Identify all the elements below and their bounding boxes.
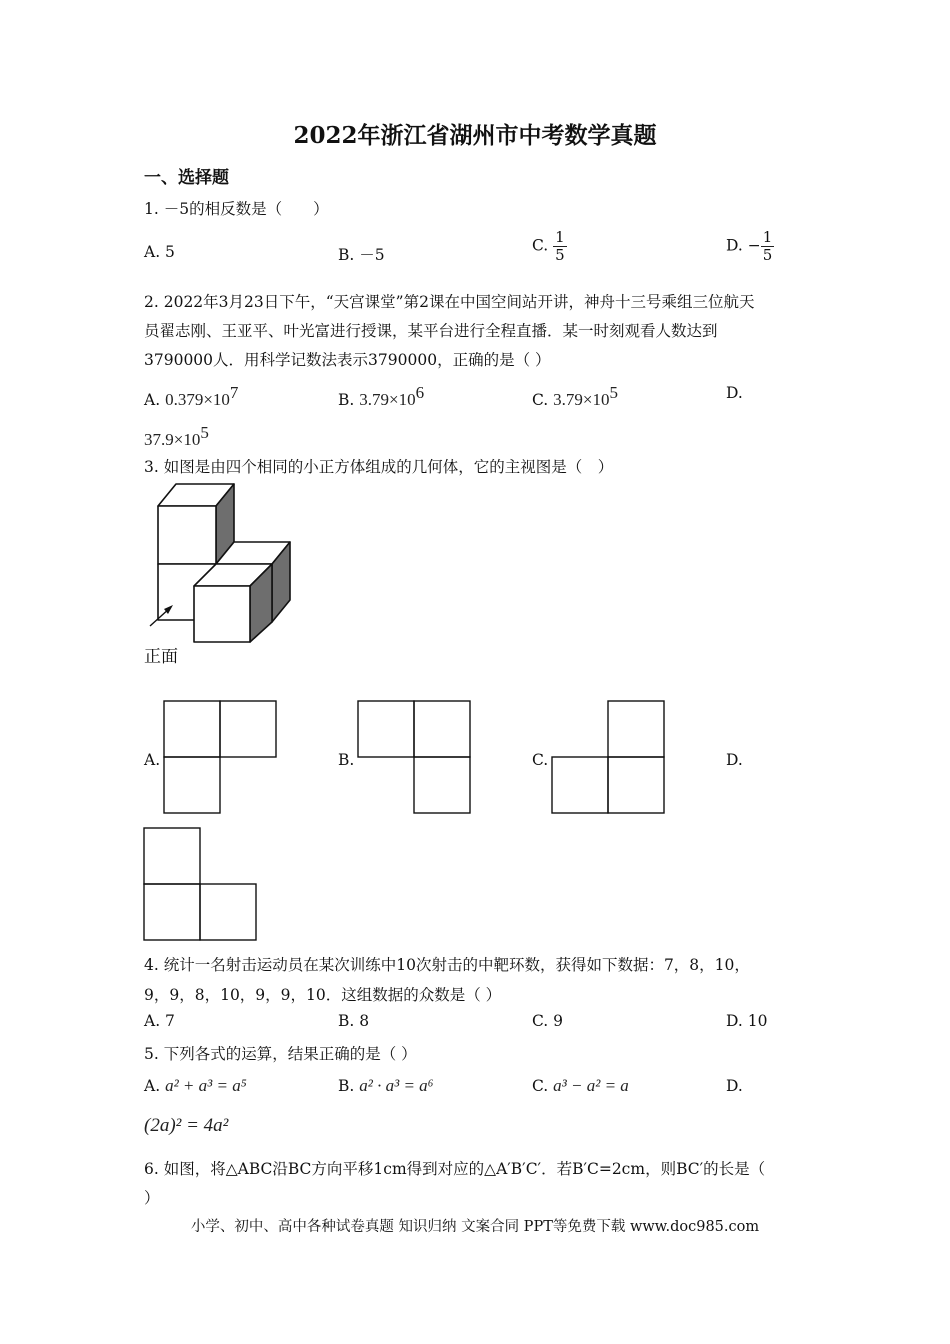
q3-option-c-figure [551,700,667,816]
q4-option-d: D. 10 [726,1012,768,1030]
q1-c-denominator: 5 [555,246,565,264]
q2-option-b-label: B. [338,391,355,409]
q5-option-d-label: D. [726,1077,743,1095]
question-4-line-2: 9，9，8，10，9，9，10．这组数据的众数是（ ） [144,986,502,1004]
q2-option-a-base: 0.379×10 [165,390,230,409]
q3-option-d-figure [143,827,259,943]
q1-option-d-label: D. [726,236,743,255]
question-3-stem: 3. 如图是由四个相同的小正方体组成的几何体，它的主视图是（ ） [144,458,614,476]
q1-c-numerator: 1 [555,228,565,246]
top-cube-front-face [158,506,216,564]
question-2-line-1: 2. 2022年3月23日下午，“天宫课堂”第2课在中国空间站开讲，神舟十三号乘组三位航天 [144,293,755,311]
q5-option-a-expression: a² + a³ = a⁵ [165,1076,247,1095]
q2-option-c [532,383,618,410]
q3-option-b-label: B. [338,751,355,769]
q2-option-d-base: 37.9×10 [144,430,201,449]
q5-option-c-label: C. [532,1077,549,1095]
question-6-line-1: 6. 如图，将△ABC沿BC方向平移1cm得到对应的△A′B′C′．若B′C=2cm，则BC′的长是（ [144,1160,766,1178]
q1-option-c-fraction [553,229,567,264]
q2-option-a-exponent: 7 [229,383,239,402]
question-1-stem: 1. －5的相反数是（ ） [144,200,329,218]
q5-option-c-expression: a³ − a² = a [553,1076,629,1095]
q5-option-d-expression: (2a)² = 4a² [144,1115,229,1136]
q3-option-a-figure [163,700,279,816]
section-heading: 一、选择题 [144,168,229,188]
q1-option-b: B. －5 [338,246,385,264]
q1-option-a: A. 5 [144,243,175,261]
question-4-line-1: 4. 统计一名射击运动员在某次训练中10次射击的中靶环数，获得如下数据：7，8，10， [144,956,750,974]
q2-option-b [338,383,424,410]
q4-option-a: A. 7 [144,1012,175,1030]
q2-option-c-base: 3.79×10 [553,390,610,409]
q2-option-c-label: C. [532,391,549,409]
q5-option-c [532,1076,629,1096]
q4-option-c: C. 9 [532,1012,564,1030]
q1-d-numerator: 1 [762,228,773,246]
q2-option-b-exponent: 6 [415,383,425,402]
question-6-line-2: ） [144,1189,160,1207]
page-title: 2022年浙江省湖州市中考数学真题 [293,122,657,149]
q1-d-sign: − [747,236,761,255]
q1-d-denominator: 5 [762,246,773,264]
q3-option-b-figure [357,700,473,816]
question-2-line-3: 3790000人．用科学记数法表示3790000，正确的是（ ） [144,351,551,369]
q2-option-d-expression [144,423,209,450]
front-view-label: 正面 [144,647,178,667]
q2-option-d-label: D. [726,384,743,402]
q1-option-c-label: C. [532,236,549,255]
q2-option-a-label: A. [144,391,161,409]
q3-option-d-label: D. [726,751,743,769]
q3-option-c-label: C. [532,751,549,769]
q5-option-b-label: B. [338,1077,355,1095]
q2-option-c-exponent: 5 [609,383,619,402]
question-2-line-2: 员翟志刚、王亚平、叶光富进行授课，某平台进行全程直播．某一时刻观看人数达到 [144,322,718,340]
q5-option-b-expression: a² · a³ = a⁶ [359,1076,434,1095]
q1-option-c [532,229,567,264]
question-5-stem: 5. 下列各式的运算，结果正确的是（ ） [144,1045,417,1063]
q5-option-b [338,1076,434,1096]
q2-option-b-base: 3.79×10 [359,390,416,409]
q2-option-a [144,383,238,410]
q4-option-b: B. 8 [338,1012,370,1030]
front-cube-front-face [194,586,250,642]
q3-option-a-label: A. [144,751,161,769]
q1-option-d-fraction [761,229,775,264]
q5-option-a [144,1076,247,1096]
page-footer: 小学、初中、高中各种试卷真题 知识归纳 文案合同 PPT等免费下载 www.doc985.com [190,1219,760,1235]
q1-option-d [726,229,774,264]
q2-option-d-exponent: 5 [200,423,209,442]
q5-option-a-label: A. [144,1077,161,1095]
